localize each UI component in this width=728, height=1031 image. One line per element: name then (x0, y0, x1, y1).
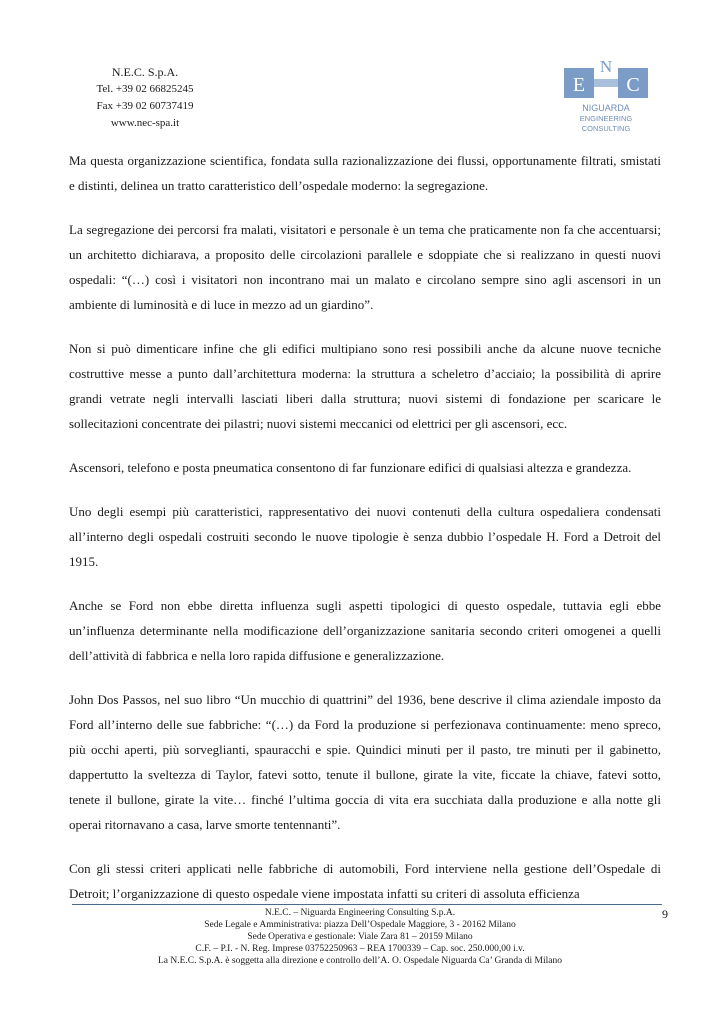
logo-text-engineering: ENGINEERING (579, 114, 633, 123)
nec-logo (560, 58, 652, 134)
paragraph: Uno degli esempi più caratteristici, rappresentativo dei nuovi contenuti della cultura ospedaliera condensati all’interno degli ospedali costruiti secondo le nuove tipologie è senza dubbio l’ospedale H. Ford a Detroit del 1915. (69, 504, 661, 569)
company-header (60, 64, 230, 132)
footer-legal-address: Sede Legale e Amministrativa: piazza Dell’Ospedale Maggiore, 3 - 20162 Milano (204, 920, 516, 930)
paragraph: Ma questa organizzazione scientifica, fondata sulla razionalizzazione dei flussi, opportunamente filtrati, smistati e distinti, delinea un tratto caratteristico dell’ospedale moderno: la segregazione. (69, 153, 661, 193)
document-body (69, 148, 661, 925)
footer-divider (72, 904, 662, 905)
logo-text-niguarda: NIGUARDA (582, 103, 630, 113)
paragraph: Non si può dimenticare infine che gli edifici multipiano sono resi possibili anche da alcune nuove tecniche costruttive messe a punto dall’architettura moderna: la struttura a scheletro d’acciaio; la possibilità di aprire grandi vetrate negli intervalli lasciati liberi dalla struttura; nuovi sistemi di fondazione per scaricare le sollecitazioni concentrate dei pilastri; nuovi sistemi meccanici od elettrici per gli ascensori, ecc. (69, 341, 661, 431)
logo-bridge (594, 79, 618, 87)
paragraph: John Dos Passos, nel suo libro “Un mucchio di quattrini” del 1936, bene descrive il clima aziendale imposto da Ford all’interno delle sue fabbriche: “(…) da Ford la produzione si perfezionava continuamente: meno spreco, più occhi aperti, più sorveglianti, spauracchi e spie. Quindici minuti per il pasto, tre minuti per il gabinetto, dappertutto la sveltezza di Taylor, fatevi sotto, tenute il bullone, girate la vite, ficcate la chiave, fatevi sotto, tenete il bullone, girate la vite… finché l’ultima goccia di vita era succhiata dalla produzione e alla notte gli operai ritornavano a casa, larve smorte tentennanti”. (69, 692, 661, 832)
logo-text-consulting: CONSULTING (581, 124, 631, 133)
logo-letter-e: E (572, 74, 586, 96)
logo-letter-n: N (599, 58, 613, 76)
paragraph: Anche se Ford non ebbe diretta influenza sugli aspetti tipologici di questo ospedale, tuttavia egli ebbe un’influenza determinante nella modificazione dell’organizzazione sanitaria secondo criteri omogenei a quelli dell’attività di fabbrica e nella loro rapida diffusione e generalizzazione. (69, 598, 661, 663)
footer-registration: C.F. – P.I. - N. Reg. Imprese 03752250963 – REA 1700339 – Cap. soc. 250.000,00 i.v. (195, 944, 525, 954)
page-footer (60, 907, 660, 967)
logo-letter-c: C (626, 74, 640, 96)
page-number: 9 (662, 907, 668, 921)
paragraph: Con gli stessi criteri applicati nelle fabbriche di automobili, Ford interviene nella gestione dell’Ospedale di Detroit; l’organizzazione di questo ospedale viene impostata infatti su criteri di assoluta efficienza (69, 861, 661, 901)
paragraph: Ascensori, telefono e posta pneumatica consentono di far funzionare edifici di qualsiasi altezza e grandezza. (69, 460, 632, 475)
company-tel: Tel. +39 02 66825245 (96, 83, 194, 95)
company-name: N.E.C. S.p.A. (111, 65, 179, 79)
footer-operative-address: Sede Operativa e gestionale: Viale Zara 81 – 20159 Milano (247, 932, 473, 942)
company-website: www.nec-spa.it (110, 117, 180, 129)
company-fax: Fax +39 02 60737419 (96, 100, 194, 112)
footer-company: N.E.C. – Niguarda Engineering Consulting S.p.A. (264, 908, 456, 918)
paragraph: La segregazione dei percorsi fra malati, visitatori e personale è un tema che praticamente non fa che accentuarsi; un architetto dichiarava, a proposito delle circolazioni parallele e sdoppiate che si realizzano in questi nuovi ospedali: “(…) così i visitatori non incontrano mai un malato e circolano sempre sino agli ascensori in un ambiente di luminosità e di luce in mezzo ad un giardino”. (69, 222, 661, 312)
footer-control-note: La N.E.C. S.p.A. è soggetta alla direzione e controllo dell’A. O. Ospedale Niguarda Ca’ Granda di Milano (158, 956, 562, 966)
